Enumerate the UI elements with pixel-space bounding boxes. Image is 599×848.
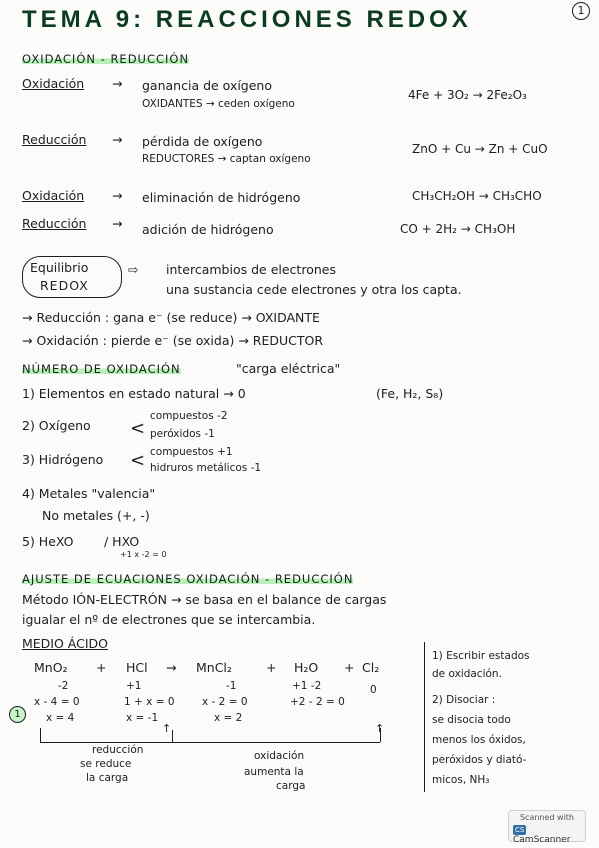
definition-text: adición de hidrógeno <box>142 222 274 237</box>
ox-result: x = 4 <box>46 712 75 724</box>
rule-2-branch: compuestos -2 <box>150 410 228 422</box>
term-reduccion: Reducción <box>22 132 87 147</box>
watermark-brand <box>513 825 585 845</box>
equilibrium-label: Equilibrio <box>30 260 89 275</box>
species: H₂O <box>294 660 319 675</box>
section-heading-balancing: AJUSTE DE ECUACIONES OXIDACIÓN - REDUCCIÓN <box>22 572 354 586</box>
operator: + <box>266 660 277 675</box>
section-quote: "carga eléctrica" <box>236 361 341 376</box>
step-text: se disocia todo <box>432 714 511 726</box>
ox-calc: +2 - 2 = 0 <box>290 696 345 708</box>
bracket-line <box>40 728 41 742</box>
step-text: 2) Disociar : <box>432 694 496 706</box>
bullet-reduction: → Reducción : gana e⁻ (se reduce) → OXIDANTE <box>22 310 320 325</box>
equilibrium-text: intercambios de electrones <box>166 262 336 277</box>
page-title: TEMA 9: REACCIONES REDOX <box>22 6 472 33</box>
rule-3: 3) Hidrógeno <box>22 452 104 467</box>
step-text: micos, NH₃ <box>432 774 490 786</box>
section-heading-oxidation-number: NÚMERO DE OXIDACIÓN <box>22 362 181 376</box>
bracket-line <box>40 742 380 743</box>
arrow-icon: → <box>112 132 123 147</box>
ox-number: -2 <box>58 680 69 692</box>
ox-number: -1 <box>226 680 237 692</box>
column-divider <box>424 642 425 792</box>
term-reduccion: Reducción <box>22 216 87 231</box>
operator: + <box>344 660 355 675</box>
ox-number: 0 <box>370 684 377 696</box>
definition-sub: OXIDANTES → ceden oxígeno <box>142 98 295 110</box>
page-number: 1 <box>572 2 590 20</box>
step-text: peróxidos y diató- <box>432 754 527 766</box>
species: Cl₂ <box>362 660 380 675</box>
step-text: de oxidación. <box>432 668 502 680</box>
arrow-up-icon: ↑ <box>375 722 385 735</box>
bracket-line <box>172 730 173 742</box>
rule-4-sub: No metales (+, -) <box>42 508 150 523</box>
ox-calc: x - 2 = 0 <box>202 696 248 708</box>
equation: ZnO + Cu → Zn + CuO <box>412 142 548 156</box>
operator: + <box>96 660 107 675</box>
step-text: 1) Escribir estados <box>432 650 530 662</box>
branch-icon: < <box>130 450 146 471</box>
step-marker: 1 <box>9 706 26 723</box>
arrow-icon: → <box>112 188 123 203</box>
ox-calc: x - 4 = 0 <box>34 696 80 708</box>
rule-3-branch: hidruros metálicos -1 <box>150 462 262 474</box>
arrow-icon: → <box>112 76 123 91</box>
definition-text: ganancia de oxígeno <box>142 78 273 93</box>
equation: 4Fe + 3O₂ → 2Fe₂O₃ <box>408 88 527 102</box>
oxidation-note: aumenta la <box>244 766 304 778</box>
species: MnO₂ <box>34 660 68 675</box>
step-text: menos los óxidos, <box>432 734 526 746</box>
method-text: Método IÓN-ELECTRÓN → se basa en el balance de cargas <box>22 592 387 607</box>
watermark-brand-text: CamScanner <box>513 835 571 845</box>
term-oxidacion: Oxidación <box>22 76 85 91</box>
rule-4: 4) Metales "valencia" <box>22 486 156 501</box>
rule-5-formula: / HXO <box>104 534 140 549</box>
medium-heading: MEDIO ÁCIDO <box>22 636 109 651</box>
ox-calc: 1 + x = 0 <box>124 696 175 708</box>
bullet-oxidation: → Oxidación : pierde e⁻ (se oxida) → REDUCTOR <box>22 333 324 348</box>
section-heading-oxidation-reduction: OXIDACIÓN - REDUCCIÓN <box>22 52 190 66</box>
equation: CH₃CH₂OH → CH₃CHO <box>412 189 542 203</box>
rule-2-branch: peróxidos -1 <box>150 428 215 440</box>
species: MnCl₂ <box>196 660 232 675</box>
scanner-watermark <box>508 810 586 845</box>
ox-number: +1 -2 <box>292 680 322 692</box>
rule-2: 2) Oxígeno <box>22 418 91 433</box>
definition-text: eliminación de hidrógeno <box>142 190 301 205</box>
operator: → <box>166 660 177 675</box>
oxidation-label: oxidación <box>254 750 305 762</box>
reduction-label: reducción <box>92 744 144 756</box>
rule-1-examples: (Fe, H₂, S₈) <box>376 386 444 401</box>
reduction-note: la carga <box>86 772 129 784</box>
rule-5: 5) HeXO <box>22 534 74 549</box>
oxidation-note: carga <box>276 780 306 792</box>
rule-3-branch: compuestos +1 <box>150 446 233 458</box>
equilibrium-text: una sustancia cede electrones y otra los capta. <box>166 282 462 297</box>
definition-text: pérdida de oxígeno <box>142 134 263 149</box>
term-oxidacion: Oxidación <box>22 188 85 203</box>
rule-1: 1) Elementos en estado natural → 0 <box>22 386 246 401</box>
equilibrium-label-redox: REDOX <box>40 278 89 293</box>
arrow-icon: → <box>112 216 123 231</box>
camscanner-logo-icon: CS <box>515 826 525 834</box>
rule-5-charges: +1 x -2 = 0 <box>120 550 167 559</box>
method-text: igualar el nº de electrones que se intercambia. <box>22 612 316 627</box>
arrow-up-icon: ↑ <box>162 722 172 735</box>
ox-result: x = 2 <box>214 712 243 724</box>
species: HCl <box>126 660 148 675</box>
definition-sub: REDUCTORES → captan oxígeno <box>142 153 311 165</box>
double-arrow-icon: ⇨ <box>128 262 139 277</box>
reduction-note: se reduce <box>80 758 132 770</box>
branch-icon: < <box>130 418 146 439</box>
ox-number: +1 <box>126 680 142 692</box>
watermark-caption: Scanned with <box>519 813 575 822</box>
ox-result: x = -1 <box>126 712 159 724</box>
equation: CO + 2H₂ → CH₃OH <box>400 222 516 236</box>
